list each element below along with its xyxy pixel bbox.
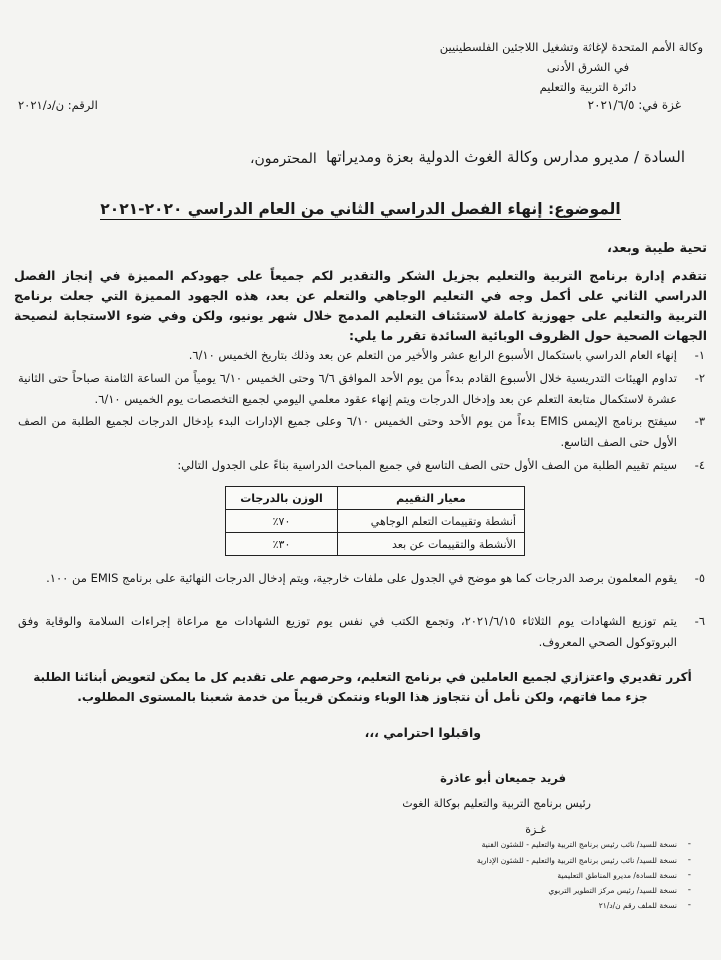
table-row: [226, 533, 525, 556]
greeting: تحية طيبة وبعد،: [607, 241, 707, 256]
reference-number: الرقم: ن/د/٢٠٢١: [18, 98, 98, 112]
grading-table: [225, 486, 525, 556]
cc-line: نسخة للسيد/ رئيس مركز التطوير التربوي: [548, 886, 677, 895]
signatory-title: رئيس برنامج التربية والتعليم بوكالة الغوث: [402, 797, 591, 810]
table-cell-criterion: أنشطة وتقييمات التعلم الوجاهي: [338, 510, 525, 533]
table-cell-weight: ٧٠٪: [226, 510, 338, 533]
item-number: ٤-: [694, 458, 705, 472]
closing-paragraph: أكرر تقديري واعتزازي لجميع العاملين في برنامج التعليم، وحرصهم على تقديم كل ما يمكن لتعويض أبنائنا الطلبة جزء مما فاتهم، ولكن نأمل أن نتجاوز هذا الوباء ونتمكن قريباً من خدمة شعبنا بالمستوى المطلوب.: [33, 670, 692, 704]
cc-line: نسخة للسادة/ مديرو المناطق التعليمية: [557, 871, 677, 880]
table-row: [226, 510, 525, 533]
org-name-line1: وكالة الأمم المتحدة لإغاثة وتشغيل اللاجئين الفلسطينيين: [439, 40, 703, 54]
intro-paragraph: تتقدم إدارة برنامج التربية والتعليم بجزيل الشكر والتقدير لكم جميعاً على جهودكم المميزة في إنجاز الفصل الدراسي الثاني على أكمل وجه في التعليم الوجاهي والتعلم عن بعد، هذه الجهود المميزة التي جعلت برنامج التربية والتعليم على جهوزية كاملة لاستئناف التعليم المدمج خلال شهر يونيو، ولكن وفي ضوء الاستجابة لنصيحة الجهات الصحية حول الظروف الوبائية السائدة تقرر ما يلي:: [14, 268, 707, 343]
table-header-criterion: معيار التقييم: [338, 487, 525, 510]
list-item: [18, 368, 705, 410]
list-item: [18, 345, 705, 366]
cc-line: نسخة للملف رقم ن/د/٢١: [598, 901, 677, 910]
table-cell-criterion: الأنشطة والتقييمات عن بعد: [338, 533, 525, 556]
subject-text: الموضوع: إنهاء الفصل الدراسي الثاني من العام الدراسي ٢٠٢٠-٢٠٢١: [100, 200, 621, 218]
list-item: [18, 568, 705, 589]
item-text: سيتم تقييم الطلبة من الصف الأول حتى الصف التاسع في جميع المباحث الدراسية بناءً على الجدول التالي:: [177, 458, 677, 472]
letter-date: غزة في: ٢٠٢١/٦/٥: [587, 98, 681, 112]
item-text: يتم توزيع الشهادات يوم الثلاثاء ٢٠٢١/٦/١٥، وتجمع الكتب في نفس يوم توزيع الشهادات مع مراعاة إجراءات السلامة والوقاية وفق البروتوكول الصحي المعروف.: [18, 614, 677, 649]
honorific: المحترمون،: [250, 151, 317, 167]
cc-line: نسخة للسيد/ نائب رئيس برنامج التربية والتعليم - للشئون الفنية: [481, 840, 677, 849]
table-header-row: [226, 487, 525, 510]
cc-bullet-icon: -: [687, 885, 691, 895]
cc-line: نسخة للسيد/ نائب رئيس برنامج التربية والتعليم - للشئون الإدارية: [476, 856, 677, 865]
cc-bullet-icon: -: [687, 839, 691, 849]
cc-bullet-icon: -: [687, 855, 691, 865]
cc-bullet-icon: -: [687, 870, 691, 880]
addressee: السادة / مديرو مدارس وكالة الغوث الدولية بعزة ومديراتها: [325, 148, 685, 166]
signatory-city: غـزة: [525, 823, 546, 836]
subject-line: [0, 200, 721, 220]
signatory-name: فريد جميعان أبو عاذرة: [440, 771, 566, 785]
org-department: دائرة التربية والتعليم: [539, 80, 637, 94]
list-item: [18, 455, 705, 476]
item-number: ٣-: [694, 414, 705, 428]
item-number: ٦-: [694, 614, 705, 628]
item-text: إنهاء العام الدراسي باستكمال الأسبوع الرابع عشر والأخير من التعلم عن بعد وذلك بتاريخ الخميس ٦/١٠.: [188, 348, 677, 362]
item-number: ٥-: [694, 571, 705, 585]
item-text: يقوم المعلمون برصد الدرجات كما هو موضح في الجدول على ملفات خارجية، ويتم إدخال الدرجات النهائية على برنامج EMIS من ١٠٠.: [46, 571, 677, 585]
item-number: ١-: [694, 348, 705, 362]
table-header-weight: الوزن بالدرجات: [226, 487, 338, 510]
item-text: تداوم الهيئات التدريسية خلال الأسبوع القادم بدءاً من يوم الأحد الموافق ٦/٦ وحتى الخميس ٦/١٠ يومياً من الساعة الثامنة صباحاً حتى الثانية عشرة لاستكمال متابعة التعلم عن بعد وإدخال الدرجات ويتم إنهاء عقود معلمي اليومي لجميع التخصصات يوم الخميس ٦/١٠.: [18, 371, 677, 406]
item-number: ٢-: [694, 371, 705, 385]
regards: واقبلوا احترامي ،،،: [364, 725, 481, 740]
org-name-line2: في الشرق الأدنى: [546, 60, 630, 74]
cc-bullet-icon: -: [687, 900, 691, 910]
item-text: سيفتح برنامج الإيمس EMIS بدءاً من يوم الأحد وحتى الخميس ٦/١٠ وعلى جميع الإدارات البدء بإدخال الدرجات لجميع الطلبة من الصف الأول حتى الصف التاسع.: [18, 414, 677, 449]
list-item: [18, 411, 705, 453]
table-cell-weight: ٣٠٪: [226, 533, 338, 556]
list-item: [18, 611, 705, 653]
